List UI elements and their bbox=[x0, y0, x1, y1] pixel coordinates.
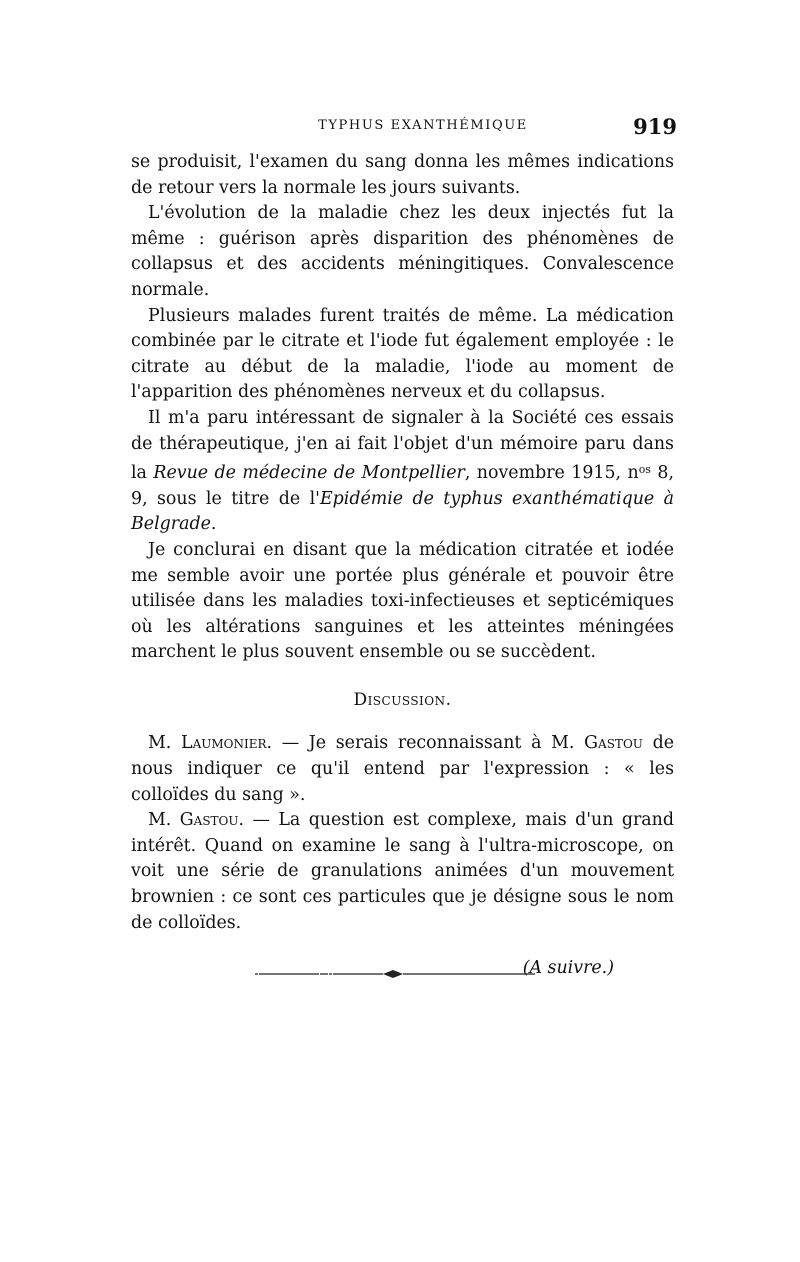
paragraph-4-text-d: . bbox=[210, 514, 217, 535]
numero-superscript: os bbox=[638, 463, 651, 477]
paragraph-7 bbox=[131, 808, 674, 936]
paragraph-4 bbox=[131, 406, 674, 538]
running-title: TYPHUS EXANTHÉMIQUE bbox=[318, 118, 528, 133]
paragraph-5: Je conclurai en disant que la médication citratée et iodée me semble avoir une portée plus générale et pouvoir être utilisée dans les maladies toxi-infectieuses et septicémiques où les altérations sanguines et les atteintes méningées marchent le plus souvent ensemble ou se succèdent. bbox=[131, 539, 674, 663]
memoir-title: Epidémie de typhus exanthématique à Belgrade bbox=[131, 488, 674, 535]
page-number: 919 bbox=[633, 114, 677, 139]
section-heading: Discussion. bbox=[353, 689, 452, 710]
journal-title: Revue de médecine de Montpellier bbox=[153, 463, 465, 484]
speaker-gastou: M. Gastou. bbox=[148, 810, 245, 831]
end-ornament-divider bbox=[255, 968, 535, 980]
paragraph-1: se produisit, l'examen du sang donna les mêmes indications de retour vers la normale les jours suivants. bbox=[131, 152, 674, 198]
paragraph-7-text: — La question est complexe, mais d'un grand intérêt. Quand on examine le sang à l'ultra-microscope, on voit une série de granulations animées d'un mouvement brownien : ce sont ces particules que je désigne sous le nom de colloïdes. bbox=[131, 810, 675, 933]
paragraph-6-text-b: de nous indiquer ce qu'il entend par l'expression : « les colloïdes du sang ». bbox=[131, 733, 675, 805]
paragraph-6 bbox=[131, 731, 674, 808]
name-gastou: Gastou bbox=[584, 733, 643, 754]
speaker-laumonier: M. Laumonier. bbox=[148, 733, 273, 754]
paragraph-2: L'évolution de la maladie chez les deux injectés fut la même : guérison après disparition des phénomènes de collapsus et des accidents méningitiques. Convalescence normale. bbox=[131, 203, 674, 300]
paragraph-4-text-b: , novembre 1915, n bbox=[464, 463, 639, 484]
body-text bbox=[131, 150, 674, 982]
running-head bbox=[133, 114, 677, 142]
paragraph-6-text-a: — Je serais reconnaissant à M. bbox=[272, 733, 585, 754]
to-be-continued: (A suivre.) bbox=[522, 958, 614, 979]
paragraph-3: Plusieurs malades furent traités de même. La médication combinée par le citrate et l'iode fut également employée : le citrate au début de la maladie, l'iode au moment de l'apparition des phénomènes nerveux et du collapsus. bbox=[131, 305, 674, 403]
paragraph-4-text-c: 8, 9, sous le titre de l' bbox=[131, 463, 674, 509]
paragraph-4-text-a: Il m'a paru intéressant de signaler à la Société ces essais de thérapeutique, j'en ai fait l'objet d'un mémoire paru dans la bbox=[131, 407, 674, 484]
